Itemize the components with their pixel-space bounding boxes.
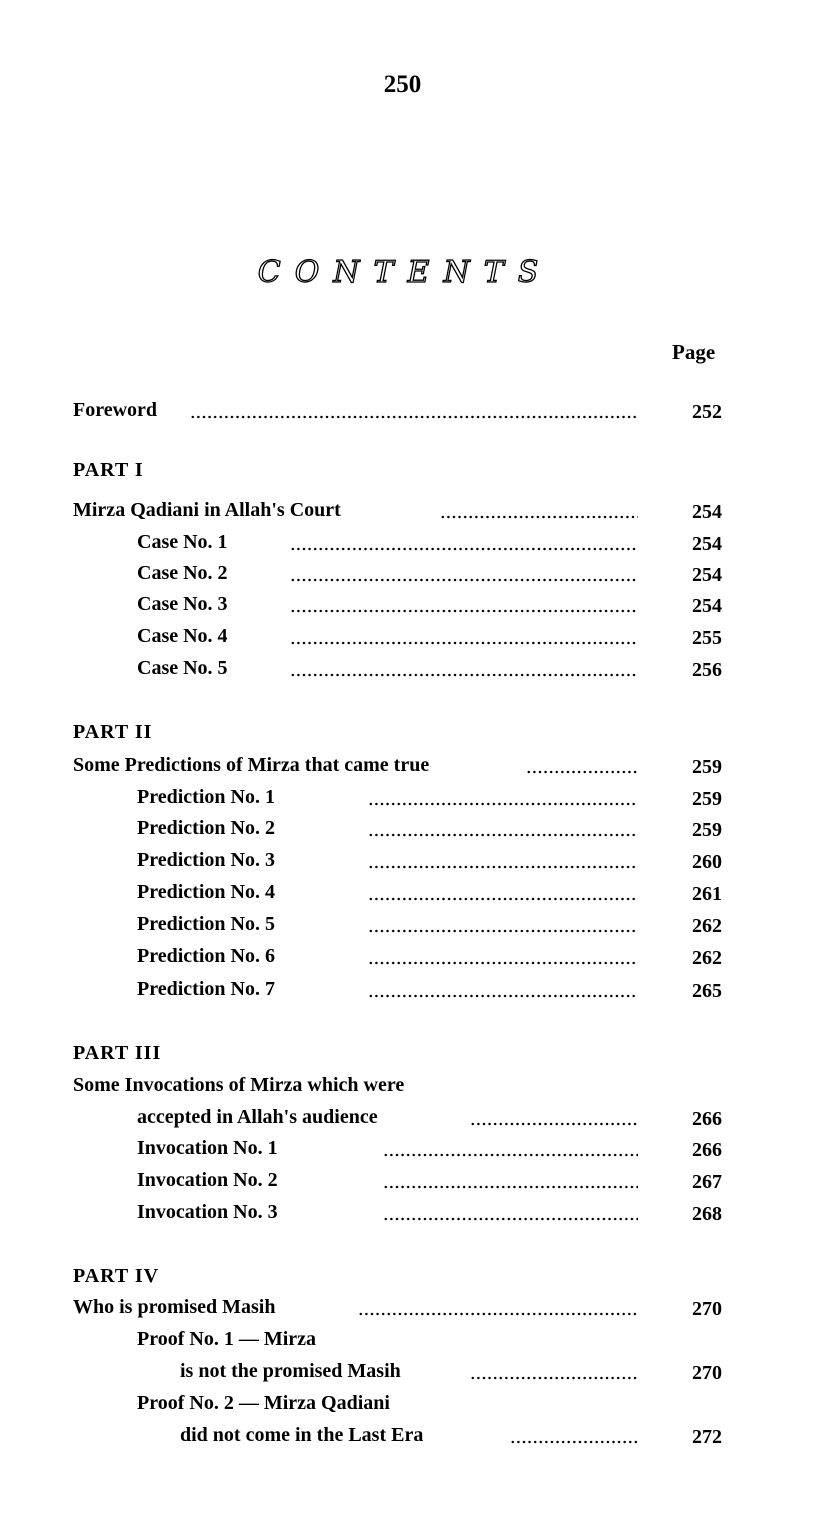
- entry-page-number: 262: [692, 915, 722, 937]
- dot-leader: [368, 897, 638, 901]
- entry-title: Case No. 2: [137, 562, 228, 584]
- dot-leader: [368, 833, 638, 837]
- dot-leader: [368, 929, 638, 933]
- toc-entry: [0, 592, 840, 618]
- entry-title: is not the promised Masih: [180, 1360, 401, 1382]
- toc-entry: [0, 816, 840, 842]
- part-heading: [0, 1041, 840, 1067]
- entry-page-number: 256: [692, 659, 722, 681]
- dot-leader: [383, 1185, 638, 1189]
- part-label: PART I: [73, 459, 144, 481]
- entry-title: Prediction No. 3: [137, 849, 275, 871]
- entry-title: Mirza Qadiani in Allah's Court: [73, 499, 341, 521]
- entry-page-number: 255: [692, 627, 722, 649]
- entry-title: Foreword: [73, 399, 158, 421]
- dot-leader: [368, 961, 638, 965]
- toc-entry: [0, 848, 840, 874]
- dot-leader: [440, 515, 638, 519]
- part-heading: [0, 458, 840, 484]
- entry-page-number: 267: [692, 1171, 722, 1193]
- toc-entry: [0, 753, 840, 779]
- dot-leader: [470, 1122, 638, 1126]
- page-number: 250: [383, 71, 422, 98]
- entry-title: Case No. 3: [137, 593, 228, 615]
- toc-entry: [0, 1136, 840, 1162]
- entry-title: Prediction No. 2: [137, 817, 275, 839]
- dot-leader: [190, 415, 638, 419]
- entry-page-number: 252: [692, 401, 722, 423]
- dot-leader: [290, 547, 638, 551]
- entry-page-number: 262: [692, 947, 722, 969]
- entry-page-number: 259: [692, 788, 722, 810]
- entry-page-number: 272: [692, 1426, 722, 1448]
- entry-page-number: 270: [692, 1362, 722, 1384]
- entry-page-number: 268: [692, 1203, 722, 1225]
- entry-title: did not come in the Last Era: [180, 1424, 424, 1446]
- entry-title: Case No. 4: [137, 625, 228, 647]
- dot-leader: [290, 609, 638, 613]
- toc-entry: [0, 624, 840, 650]
- toc-entry: [0, 1200, 840, 1226]
- entry-page-number: 261: [692, 883, 722, 905]
- entry-page-number: 259: [692, 819, 722, 841]
- toc-entry: [0, 785, 840, 811]
- part-label: PART II: [73, 721, 153, 743]
- dot-leader: [526, 770, 638, 774]
- toc-entry: [0, 1073, 840, 1099]
- dot-leader: [383, 1217, 638, 1221]
- entry-title: Invocation No. 2: [137, 1169, 278, 1191]
- dot-leader: [358, 1312, 638, 1316]
- part-label: PART III: [73, 1042, 162, 1064]
- dot-leader: [368, 802, 638, 806]
- part-heading: [0, 720, 840, 746]
- entry-title: Invocation No. 1: [137, 1137, 278, 1159]
- part-heading: [0, 1264, 840, 1290]
- toc-entry: [0, 561, 840, 587]
- dot-leader: [368, 994, 638, 998]
- entry-page-number: 254: [692, 501, 722, 523]
- dot-leader: [290, 641, 638, 645]
- page-column-label: Page: [672, 340, 716, 364]
- entry-title: Some Predictions of Mirza that came true: [73, 754, 430, 776]
- entry-title: Who is promised Masih: [73, 1296, 276, 1318]
- toc-entry: [0, 1295, 840, 1321]
- toc-entry: [0, 944, 840, 970]
- entry-title: Prediction No. 1: [137, 786, 275, 808]
- entry-title: Prediction No. 5: [137, 913, 275, 935]
- entry-page-number: 266: [692, 1108, 722, 1130]
- entry-page-number: 260: [692, 851, 722, 873]
- entry-title: Prediction No. 4: [137, 881, 275, 903]
- toc-entry: [0, 1105, 840, 1131]
- toc-entry: [0, 1359, 840, 1385]
- dot-leader: [383, 1153, 638, 1157]
- entry-page-number: 265: [692, 980, 722, 1002]
- toc-entry: [0, 1423, 840, 1449]
- dot-leader: [290, 578, 638, 582]
- toc-entry: [0, 912, 840, 938]
- toc-entry: [0, 498, 840, 524]
- entry-title: accepted in Allah's audience: [137, 1106, 378, 1128]
- entry-page-number: 259: [692, 756, 722, 778]
- dot-leader: [368, 865, 638, 869]
- entry-page-number: 266: [692, 1139, 722, 1161]
- contents-title: CONTENTS: [257, 255, 553, 290]
- toc-entry: [0, 977, 840, 1003]
- toc-entry: [0, 398, 840, 424]
- entry-title: Invocation No. 3: [137, 1201, 278, 1223]
- dot-leader: [290, 673, 638, 677]
- entry-page-number: 254: [692, 564, 722, 586]
- toc-entry: [0, 656, 840, 682]
- entry-title: Proof No. 1 — Mirza: [137, 1328, 317, 1350]
- entry-title: Prediction No. 6: [137, 945, 275, 967]
- toc-entry: [0, 1391, 840, 1417]
- toc-entry: [0, 530, 840, 556]
- entry-title: Prediction No. 7: [137, 978, 275, 1000]
- entry-page-number: 270: [692, 1298, 722, 1320]
- toc-entry: [0, 1327, 840, 1353]
- part-label: PART IV: [73, 1265, 160, 1287]
- toc-entry: [0, 880, 840, 906]
- entry-title: Case No. 1: [137, 531, 228, 553]
- entry-title: Proof No. 2 — Mirza Qadiani: [137, 1392, 390, 1414]
- entry-title: Some Invocations of Mirza which were: [73, 1074, 405, 1096]
- entry-page-number: 254: [692, 533, 722, 555]
- dot-leader: [510, 1440, 638, 1444]
- dot-leader: [470, 1376, 638, 1380]
- toc-entry: [0, 1168, 840, 1194]
- entry-page-number: 254: [692, 595, 722, 617]
- entry-title: Case No. 5: [137, 657, 228, 679]
